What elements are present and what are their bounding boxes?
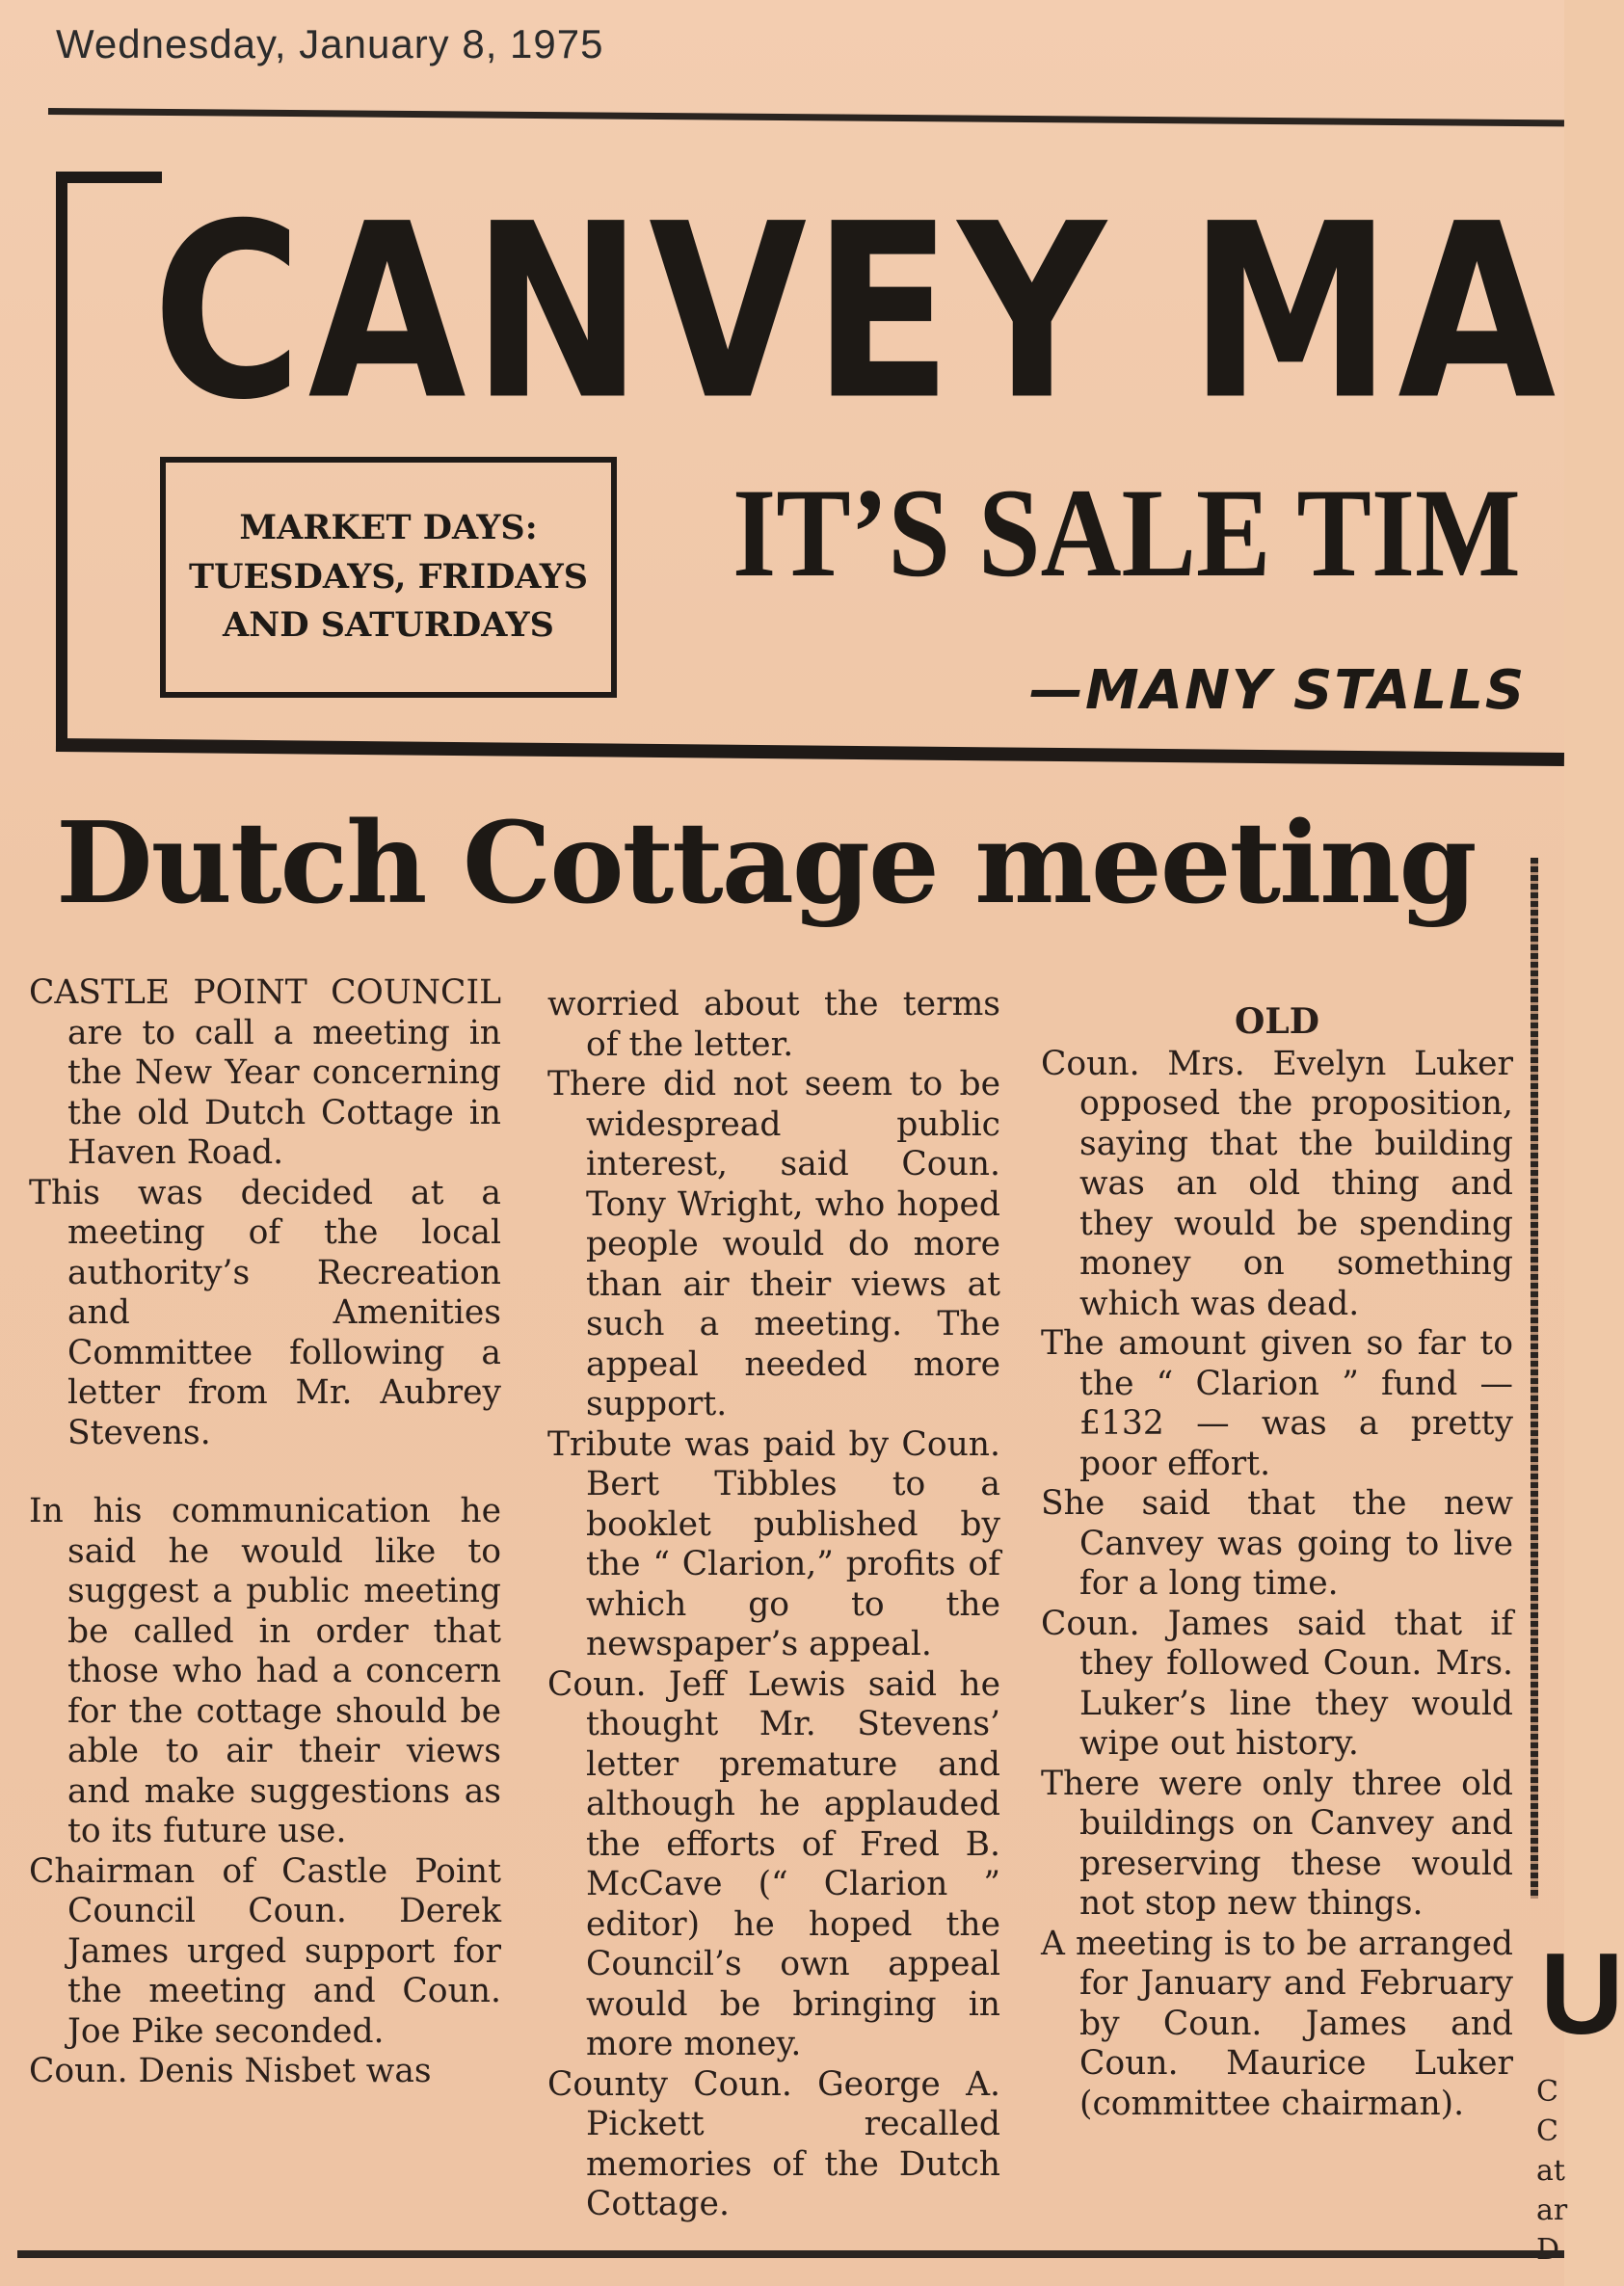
paragraph: Coun. Jeff Lewis said he thought Mr. Stevens’ letter premature and although he applauded the efforts of Fred B. McCave (“ Clarion ” editor) he hoped the Council’s own appeal would be bringing in more money.: [547, 1664, 1000, 2063]
paragraph: In his communication he said he would like to suggest a public meeting be called in order that those who had a concern for the cottage should be able to air their views and make suggestions as to its future use.: [29, 1492, 501, 1850]
banner-title: CANVEY MA: [152, 172, 1562, 453]
paragraph: She said that the new Canvey was going to live for a long time.: [1041, 1484, 1513, 1603]
bottom-rule: [17, 2250, 1564, 2258]
column-subhead: OLD: [1235, 1001, 1319, 1042]
article-column-2: [547, 985, 1000, 2225]
banner-bracket-top: [56, 172, 162, 183]
fragment-line: C: [1536, 2075, 1558, 2109]
fragment-line: at: [1536, 2154, 1565, 2188]
paragraph: Chairman of Castle Point Council Coun. Derek James urged support for the meeting and Coun. Joe Pike seconded.: [29, 1851, 501, 2051]
market-days-box: [160, 457, 617, 698]
stalls-slogan: —MANY STALLS: [1029, 659, 1527, 722]
paragraph: This was decided at a meeting of the local authority’s Recreation and Amenities Committee following a letter from Mr. Aubrey Stevens.: [29, 1173, 501, 1452]
article-column-1: [29, 973, 501, 2092]
top-rule: [48, 108, 1564, 126]
paragraph: CASTLE POINT COUNCIL are to call a meeting in the New Year concerning the old Dutch Cottage in Haven Road.: [29, 973, 501, 1172]
paragraph: Coun. James said that if they followed Coun. Mrs. Luker’s line they would wipe out history.: [1041, 1604, 1513, 1763]
edge-fragment-text: [1536, 2072, 1567, 2270]
market-box-line: AND SATURDAYS: [223, 605, 554, 646]
article-column-3: [1041, 1002, 1513, 2124]
sale-slogan: IT’S SALE TIM: [732, 462, 1521, 603]
paragraph: There were only three old buildings on Canvey and preserving these would not stop new things.: [1041, 1764, 1513, 1923]
advert-banner: [56, 172, 1564, 759]
paragraph: Coun. Denis Nisbet was: [29, 2052, 432, 2090]
paragraph: A meeting is to be arranged for January and February by Coun. James and Coun. Maurice Luker (committee chairman).: [1041, 1924, 1513, 2123]
column-divider-rule: [1531, 858, 1538, 1899]
paragraph: County Coun. George A. Pickett recalled memories of the Dutch Cottage.: [547, 2064, 1000, 2223]
fragment-line: C: [1536, 2114, 1558, 2148]
edge-fragment-letter: U: [1540, 1929, 1624, 2059]
market-box-line: MARKET DAYS:: [239, 507, 538, 547]
paragraph: Coun. Mrs. Evelyn Luker opposed the proposition, saying that the building was an old thing and they would be spending money on something which was dead.: [1041, 1044, 1513, 1323]
paragraph: There did not seem to be widespread public interest, said Coun. Tony Wright, who hoped people would do more than air their views at such a meeting. The appeal needed more support.: [547, 1065, 1000, 1423]
banner-bottom-rule: [56, 738, 1564, 766]
market-box-line: TUESDAYS, FRIDAYS: [188, 556, 588, 597]
banner-bracket-left: [56, 172, 67, 750]
article-headline: Dutch Cottage meeting: [56, 798, 1476, 929]
dateline: Wednesday, January 8, 1975: [56, 21, 604, 66]
paragraph: The amount given so far to the “ Clarion ” fund — £132 — was a pretty poor effort.: [1041, 1324, 1513, 1483]
paragraph: Tribute was paid by Coun. Bert Tibbles to a booklet published by the “ Clarion,” profits of which go to the newspaper’s appeal.: [547, 1424, 1000, 1663]
fragment-line: ar: [1536, 2193, 1568, 2227]
paragraph: worried about the terms of the letter.: [547, 985, 1000, 1064]
